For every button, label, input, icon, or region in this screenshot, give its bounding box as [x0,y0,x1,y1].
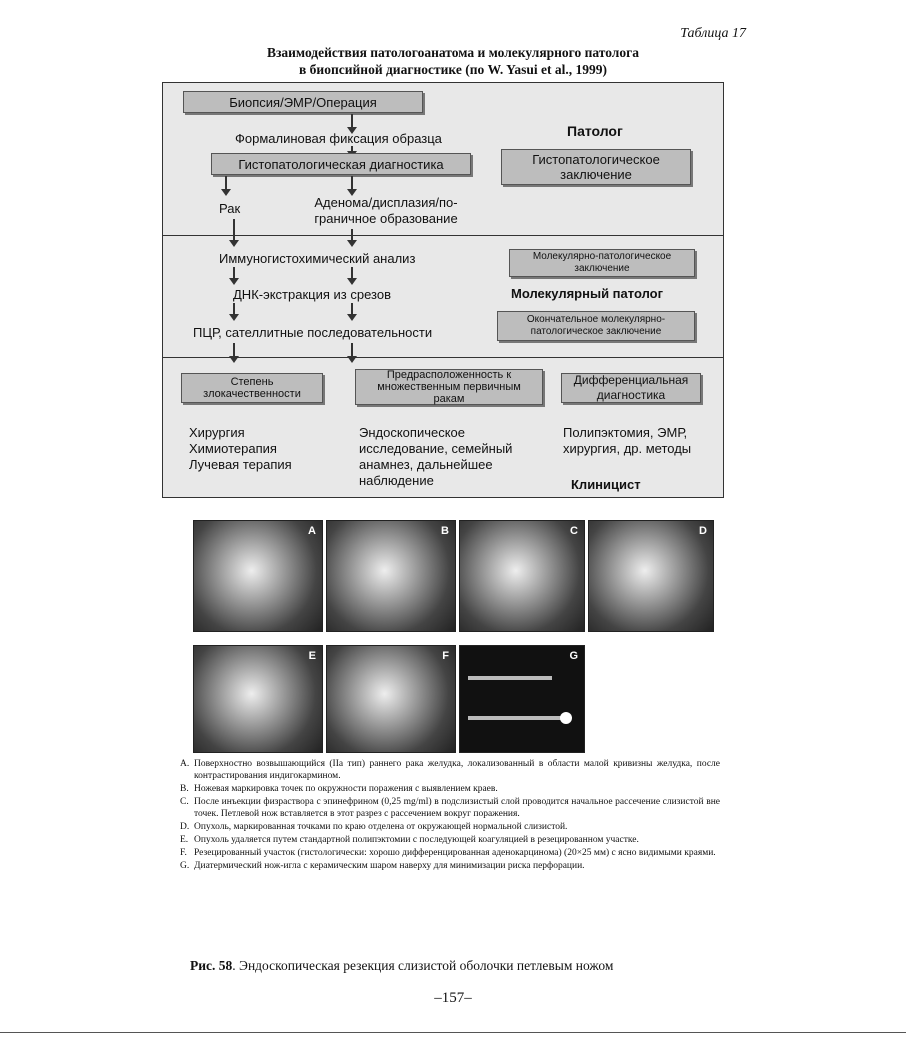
arrow [351,303,353,315]
box-diff-label: Дифференциальная диагностика [573,373,689,402]
caption-d: D. Опухоль, маркированная точками по краю отделена от окружающей нормальной слизистой. [180,822,568,832]
page-number: –157– [434,990,472,1006]
mol-pathologist-label: Молекулярный патолог [511,286,664,301]
arrow [351,343,353,357]
arrow [233,267,235,279]
arrow [351,229,353,241]
arrow [233,303,235,315]
box-predisp-label: Предрасположенность к множественным первичным ракам [377,369,521,405]
dna-text: ДНК-экстракция из срезов [233,287,391,302]
arrow [233,219,235,241]
box-predisposition [355,369,543,405]
caption-e: E. Опухоль удаляется путем стандартной полипэктомии с последующей коагуляцией в резецированном участке. [180,835,639,845]
bottom-rule [0,1032,906,1033]
photo-c [459,520,585,632]
figure-text: . Эндоскопическая резекция слизистой оболочки петлевым ножом [232,958,614,973]
box-histo-label: Гистопатологическая диагностика [238,156,444,172]
knife-rod-icon [468,716,568,720]
box-biopsy [183,91,423,113]
treatment-chemo: Химиотерапия [189,441,277,456]
adenoma-text: Аденома/дисплазия/по-граничное образование [314,195,458,226]
photo-a [193,520,323,632]
photo-e [193,645,323,753]
photo-f-label: F [442,650,449,662]
caption-b: B. Ножевая маркировка точек по окружности поражения с выявлением краев. [180,784,498,794]
arrow [351,146,353,152]
treatment-radiation: Лучевая терапия [189,457,292,472]
table-number: Таблица 17 [680,26,746,41]
photo-g [459,645,585,753]
caption-g: G. Диатермический нож-игла с керамическим шаром наверху для минимизации риска перфорации. [180,861,585,871]
photo-d [588,520,714,632]
section-divider [163,357,723,358]
photo-g-label: G [569,650,578,662]
treatment-surgery: Хирургия [189,425,245,440]
fixation-text: Формалиновая фиксация образца [235,131,442,146]
knife-rod-icon [468,676,552,680]
box-final-conclusion [497,311,695,341]
arrow [351,176,353,190]
flow-diagram [162,82,724,498]
arrow [225,176,227,190]
arrow [351,114,353,128]
section-divider [163,235,723,236]
box-grade [181,373,323,403]
cancer-text: Рак [219,201,241,216]
photo-e-label: E [308,650,316,662]
box-histo-conclusion-label: Гистопатологическое заключение [532,152,660,182]
caption-f: F. Резецированный участок (гистологически: хорошо дифференцированная аденокарцинома) (20×25 мм) с ясно видимыми краями. [180,848,716,858]
pcr-text: ПЦР, сателлитные последовательности [193,325,433,340]
photo-b-label: B [441,525,449,537]
figure-label: Рис. 58 [190,958,233,973]
figure-caption [190,958,613,974]
box-mol-conclusion-label: Молекулярно-патологическое заключение [532,251,672,274]
caption-list [180,758,720,873]
box-final-label: Окончательное молекулярно-патологическое заключение [526,314,666,337]
photo-f [326,645,456,753]
box-mol-conclusion [509,249,695,277]
caption-a: A. Поверхностно возвышающийся (IIa тип) раннего рака желудка, локализованный в области малой кривизны желудка, после контрастирования индигокармином. [180,759,720,781]
table-title-line2: в биопсийной диагностике (по W. Yasui et al., 1999) [299,62,607,77]
ihc-text: Иммуногистохимический анализ [219,251,416,266]
diff-text: Полипэктомия, ЭМР, хирургия, др. методы [563,425,692,456]
arrow [233,343,235,357]
pathologist-label: Патолог [567,123,623,139]
photo-b [326,520,456,632]
table-title [0,44,906,78]
photo-c-label: C [570,525,578,537]
table-title-line1: Взаимодействия патологоанатома и молекулярного патолога [266,45,640,60]
box-biopsy-label: Биопсия/ЭМР/Операция [229,94,377,110]
caption-c: C. После инъекции физраствора с эпинефрином (0,25 mg/ml) в подслизистый слой проводится начальное рассечение слизистой вне точек. Петлевой нож вставляется в этот разрез с рассечением вокруг поражения. [180,797,720,819]
box-grade-label: Степень злокачественности [203,376,301,400]
box-histo-diagnosis [211,153,471,175]
box-differential [561,373,701,403]
clinician-label: Клиницист [571,477,641,492]
photo-a-label: A [308,525,316,537]
box-histo-conclusion [501,149,691,185]
arrow [351,267,353,279]
photo-d-label: D [699,525,707,537]
predisp-text: Эндоскопическое исследование, семейный анамнез, дальнейшее наблюдение [359,425,513,488]
ceramic-ball-icon [560,712,572,724]
treatment-list [189,425,292,473]
